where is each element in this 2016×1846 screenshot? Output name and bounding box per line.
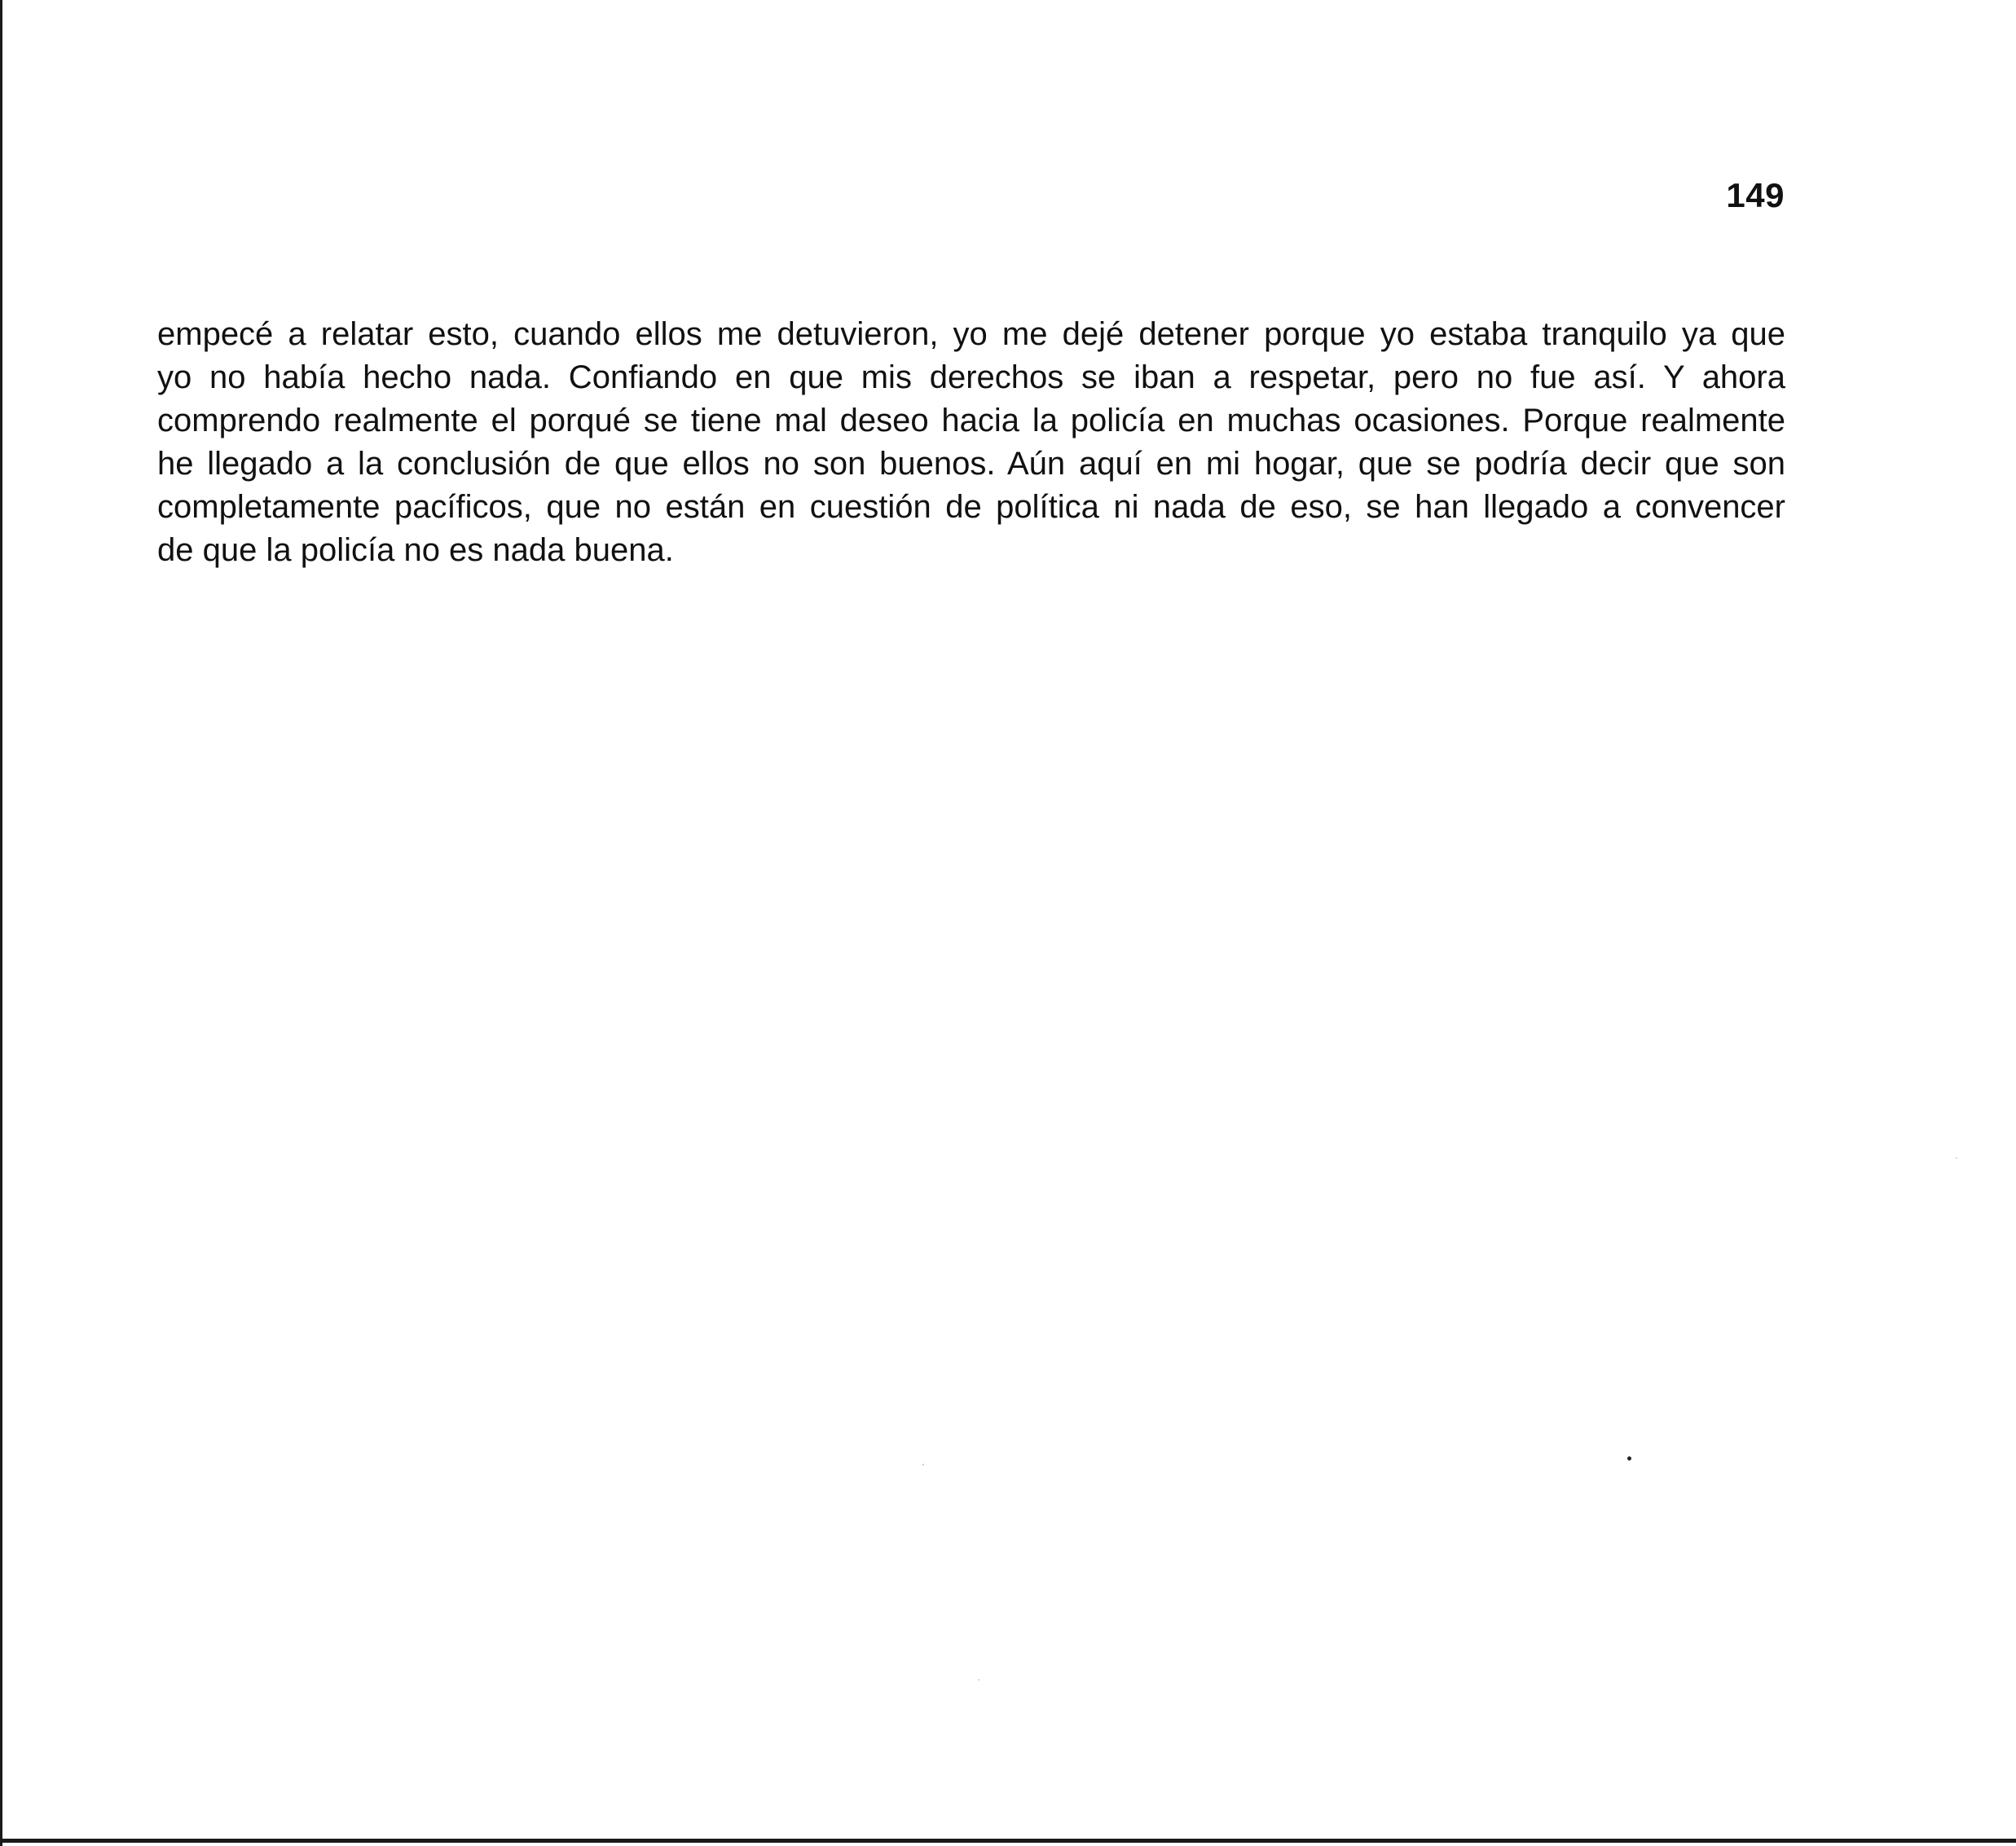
scan-speck (1627, 1456, 1631, 1460)
text-line: comprendo realmente el porqué se tiene mal deseo hacia la policía en muchas ocasiones. Porque realmente (157, 403, 1785, 438)
text-line: de que la policía no es nada buena. (157, 532, 674, 568)
page-left-border (0, 0, 2, 1846)
page-number: 149 (1726, 176, 1785, 214)
page-bottom-border (0, 1839, 2016, 1843)
scan-speck (922, 1464, 924, 1465)
text-line: empecé a relatar esto, cuando ellos me detuvieron, yo me dejé detener porque yo estaba tranquilo ya que (157, 316, 1785, 352)
scan-speck (1956, 1157, 1957, 1159)
text-line: yo no había hecho nada. Confiando en que mis derechos se iban a respetar, pero no fue así. Y ahora (157, 359, 1785, 395)
scan-speck (978, 1679, 979, 1681)
body-paragraph (157, 313, 1785, 572)
text-line: completamente pacíficos, que no están en cuestión de política ni nada de eso, se han llegado a convencer (157, 489, 1785, 525)
text-line: he llegado a la conclusión de que ellos no son buenos. Aún aquí en mi hogar, que se podría decir que son (157, 446, 1785, 482)
